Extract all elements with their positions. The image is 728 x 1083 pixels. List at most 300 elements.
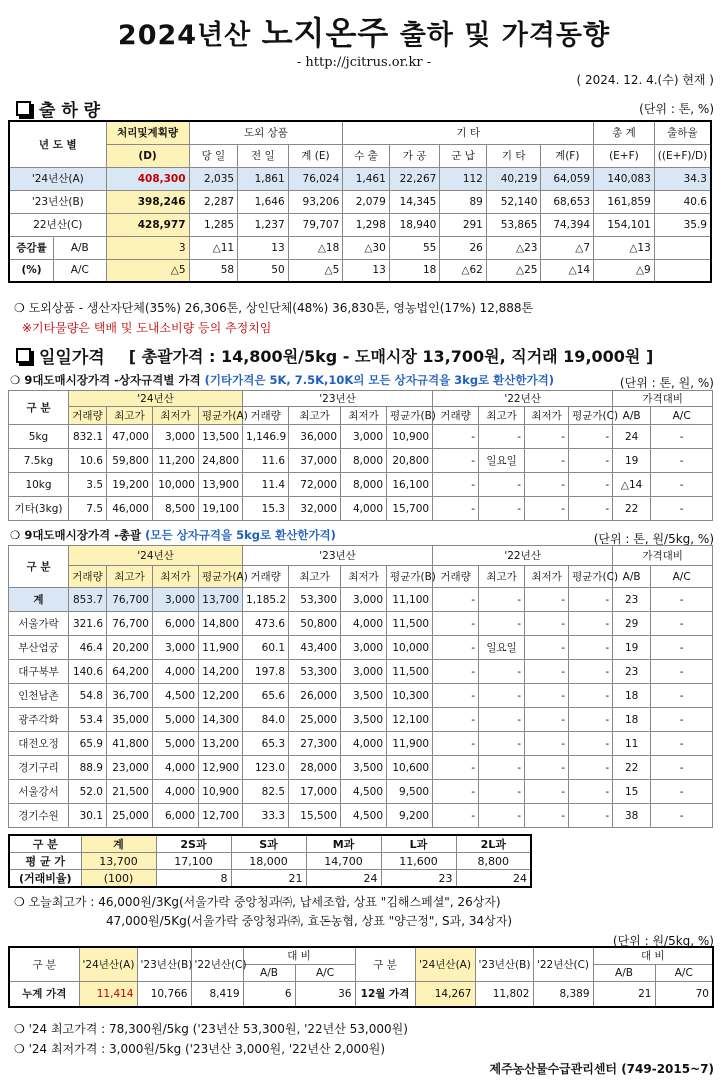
row-label: 기타(3kg): [9, 497, 69, 521]
report-date: ( 2024. 12. 4.(수) 현재 ): [576, 73, 714, 87]
cell-total: 161,859: [594, 190, 655, 213]
cell-value: -: [651, 612, 713, 636]
row-label: 5kg: [9, 425, 69, 449]
header-sum-f: 계(F): [541, 144, 594, 167]
cell-value: 19,200: [107, 473, 153, 497]
season-low-note: ❍ '24 최저가격 : 3,000원/5kg ('23년산 3,000원, '22년산 2,000원): [14, 1042, 386, 1056]
website-url[interactable]: - http://jcitrus.or.kr -: [296, 55, 432, 70]
cell-value: 12,700: [199, 804, 243, 828]
cell-value: -: [525, 449, 569, 473]
cell-value: -: [433, 780, 479, 804]
cumulative-price-table: [8, 946, 714, 1008]
cell-value: 5,000: [153, 732, 199, 756]
cell-plan: 3: [106, 236, 189, 259]
cell-value: 21: [593, 981, 655, 1007]
cell-value: 20,200: [107, 636, 153, 660]
cell-value: 15.3: [243, 497, 289, 521]
cell-value: 14,800: [199, 612, 243, 636]
grade-header: 계: [81, 835, 156, 853]
cell-value: 37,000: [289, 449, 341, 473]
cell-sumF: △14: [541, 259, 594, 282]
cell-value: 853.7: [69, 588, 107, 612]
row-label: 경기구리: [9, 756, 69, 780]
cell-value: 832.1: [69, 425, 107, 449]
header-ab: A/B: [593, 964, 655, 981]
grade-price: 13,700: [81, 853, 156, 870]
header-avg-a: 평균가(A): [199, 407, 243, 425]
cell-value: 84.0: [243, 708, 289, 732]
cell-etc: 40,219: [486, 167, 541, 190]
cell-prev: 1,861: [238, 167, 289, 190]
row-label: '24년산(A): [9, 167, 106, 190]
page-title: [0, 8, 728, 54]
cell-sumE: △18: [288, 236, 343, 259]
cell-value: -: [479, 780, 525, 804]
cell-military: 89: [440, 190, 487, 213]
cell-value: -: [651, 780, 713, 804]
cell-value: 15,700: [387, 497, 433, 521]
cell-value: 1,185.2: [243, 588, 289, 612]
row-label: 7.5kg: [9, 449, 69, 473]
cell-value: -: [525, 780, 569, 804]
cell-value: -: [433, 636, 479, 660]
cell-value: 8,000: [341, 449, 387, 473]
grade-price-table: [8, 834, 532, 888]
header-y22: '22년산(C): [191, 947, 243, 981]
header-total: 총 계: [594, 121, 655, 144]
table2-title: [10, 527, 336, 543]
cell-value: -: [651, 756, 713, 780]
cell-value: -: [569, 684, 613, 708]
cell-value: 43,400: [289, 636, 341, 660]
cell-value: 11,900: [199, 636, 243, 660]
cell-value: 5,000: [153, 708, 199, 732]
header-vol: 거래량: [433, 566, 479, 588]
table4-unit: (단위 : 원/5kg, %): [612, 934, 714, 948]
cell-value: 22: [613, 497, 651, 521]
cell-value: 25,000: [107, 804, 153, 828]
cell-value: 3.5: [69, 473, 107, 497]
header-y24: '24년산(A): [415, 947, 475, 981]
header-outside: 도외 상품: [189, 121, 343, 144]
row-label: 서울강서: [9, 780, 69, 804]
cell-value: 4,500: [341, 804, 387, 828]
cell-value: -: [569, 588, 613, 612]
grade-price: 18,000: [231, 853, 306, 870]
header-cmp: 대 비: [243, 947, 355, 964]
season-high-note: ❍ '24 최고가격 : 78,300원/5kg ('23년산 53,300원, '22년산 53,000원): [14, 1022, 408, 1036]
grade-header: S과: [231, 835, 306, 853]
cell-value: 일요일: [479, 636, 525, 660]
cell-value: 72,000: [289, 473, 341, 497]
cell-prev: 13: [238, 236, 289, 259]
checkbox-icon: [16, 348, 31, 363]
section-title: 출 하 량: [39, 101, 101, 121]
cell-military: △62: [440, 259, 487, 282]
table2-title-text: ❍ 9대도매시장가격 -총괄: [10, 528, 142, 542]
cell-value: 26,000: [289, 684, 341, 708]
header-avg-b: 평균가(B): [387, 407, 433, 425]
cell-value: 3,000: [341, 660, 387, 684]
header-y23: '23년산: [243, 546, 433, 566]
grade-price: 8,800: [456, 853, 531, 870]
cell-etc: △25: [486, 259, 541, 282]
cell-value: 53,300: [289, 588, 341, 612]
row-label: 10kg: [9, 473, 69, 497]
grade-header: 2S과: [156, 835, 231, 853]
table1-title: [10, 372, 554, 388]
cell-value: 11,200: [153, 449, 199, 473]
cell-value: 15: [613, 780, 651, 804]
row-label: 12월 가격: [355, 981, 415, 1007]
today-high-note-1: ❍ 오늘최고가 : 46,000원/3Kg(서울가락 중앙청과㈜, 납세조합, 상표 "김해스페셜", 26상자): [14, 895, 501, 909]
cell-value: -: [525, 636, 569, 660]
cell-total: △13: [594, 236, 655, 259]
cell-value: 28,000: [289, 756, 341, 780]
header-min: 최저가: [153, 407, 199, 425]
cell-value: 4,000: [341, 497, 387, 521]
table1-title-text: ❍ 9대도매시장가격 -상자규격별 가격: [10, 373, 201, 387]
cell-value: 19: [613, 636, 651, 660]
cell-value: 13,900: [199, 473, 243, 497]
header-cmp: 가격대비: [613, 391, 713, 407]
header-sum-e: 계 (E): [288, 144, 343, 167]
cell-export: △30: [343, 236, 390, 259]
cell-value: -: [569, 804, 613, 828]
row-label: 대구북부: [9, 660, 69, 684]
header-gubun: 구 분: [355, 947, 415, 981]
header-vol: 거래량: [69, 566, 107, 588]
cell-plan: △5: [106, 259, 189, 282]
header-vol: 거래량: [433, 407, 479, 425]
cell-value: 4,500: [341, 780, 387, 804]
table2-note: (모든 상자규격을 5kg로 환산한가격): [145, 528, 336, 542]
row-label: A/B: [54, 236, 107, 259]
row-label: 인천남촌: [9, 684, 69, 708]
cell-value: 23: [613, 588, 651, 612]
cell-ratio: 40.6: [654, 190, 711, 213]
header-ratio: 출하율: [654, 121, 711, 144]
cell-value: -: [433, 473, 479, 497]
header-max: 최고가: [289, 407, 341, 425]
cell-value: 4,500: [153, 684, 199, 708]
cell-value: 11.6: [243, 449, 289, 473]
cell-sumE: 76,024: [288, 167, 343, 190]
cell-value: -: [433, 497, 479, 521]
cell-value: -: [525, 732, 569, 756]
table-row: [9, 473, 713, 497]
cell-value: -: [525, 612, 569, 636]
cell-value: 일요일: [479, 449, 525, 473]
header-avg-a: 평균가(A): [199, 566, 243, 588]
cell-value: 32,000: [289, 497, 341, 521]
cell-value: 13,700: [199, 588, 243, 612]
cell-value: 27,300: [289, 732, 341, 756]
grade-ratio: 8: [156, 870, 231, 888]
cell-value: 36,700: [107, 684, 153, 708]
cell-value: 12,900: [199, 756, 243, 780]
grade-header: 2L과: [456, 835, 531, 853]
cell-value: -: [479, 425, 525, 449]
cell-value: 7.5: [69, 497, 107, 521]
cell-value: 4,000: [153, 756, 199, 780]
cell-value: 11,802: [475, 981, 533, 1007]
cell-value: 6,000: [153, 804, 199, 828]
cell-value: 1,146.9: [243, 425, 289, 449]
cell-value: 11,500: [387, 612, 433, 636]
header-plan-sub: (D): [106, 144, 189, 167]
cell-value: 52.0: [69, 780, 107, 804]
cell-value: 140.6: [69, 660, 107, 684]
cell-value: -: [651, 636, 713, 660]
cell-value: 8,389: [533, 981, 593, 1007]
table-row: [9, 804, 713, 828]
cell-value: -: [479, 732, 525, 756]
header-max: 최고가: [479, 566, 525, 588]
cell-value: -: [479, 497, 525, 521]
cell-value: 18: [613, 708, 651, 732]
cell-value: 20,800: [387, 449, 433, 473]
cell-value: -: [525, 473, 569, 497]
cell-value: 6,000: [153, 612, 199, 636]
header-year: 년 도 별: [9, 121, 106, 167]
cell-value: 3,000: [153, 425, 199, 449]
table2-unit: (단위 : 톤, 원/5kg, %): [593, 532, 714, 546]
header-ac: A/C: [655, 964, 713, 981]
row-label: 누계 가격: [9, 981, 79, 1007]
cell-value: 38: [613, 804, 651, 828]
cell-value: -: [525, 588, 569, 612]
cell-value: 18: [613, 684, 651, 708]
header-plan: 처리및계획량: [106, 121, 189, 144]
cell-value: 3,500: [341, 708, 387, 732]
cell-value: 82.5: [243, 780, 289, 804]
cell-value: 17,000: [289, 780, 341, 804]
cell-value: 65.9: [69, 732, 107, 756]
cell-value: 8,500: [153, 497, 199, 521]
table-row: [9, 190, 711, 213]
grade-ratio: 21: [231, 870, 306, 888]
cell-value: 46,000: [107, 497, 153, 521]
cell-value: -: [433, 756, 479, 780]
header-avg-b: 평균가(B): [387, 566, 433, 588]
cell-today: 1,285: [189, 213, 238, 236]
cell-value: -: [479, 588, 525, 612]
cell-today: 2,035: [189, 167, 238, 190]
cell-value: -: [569, 612, 613, 636]
cell-process: 18: [389, 259, 440, 282]
cell-value: 4,000: [153, 780, 199, 804]
cell-value: 9,200: [387, 804, 433, 828]
footer-center: 제주농산물수급관리센터 (749-2015~7): [489, 1062, 714, 1076]
cell-value: 8,000: [341, 473, 387, 497]
cell-value: 53,300: [289, 660, 341, 684]
grade-price: 11,600: [381, 853, 456, 870]
header-y23: '23년산: [243, 391, 433, 407]
cell-value: 10,766: [137, 981, 191, 1007]
row-label: 광주각화: [9, 708, 69, 732]
cell-value: -: [651, 497, 713, 521]
header-min: 최저가: [153, 566, 199, 588]
cell-value: -: [569, 425, 613, 449]
header-vol: 거래량: [243, 566, 289, 588]
header-gubun: 구 분: [9, 391, 69, 425]
cell-sumF: △7: [541, 236, 594, 259]
total-price-summary: [ 총괄가격 : 14,800원/5kg - 도매시장 13,700원, 직거래 19,000원 ]: [128, 347, 654, 366]
header-total-sub: (E+F): [594, 144, 655, 167]
cell-prev: 50: [238, 259, 289, 282]
table-row: [9, 612, 713, 636]
cell-value: 12,200: [199, 684, 243, 708]
today-high-note-2: 47,000원/5Kg(서울가락 중앙청과㈜, 효돈농협, 상표 "양근정", S과, 34상자): [106, 914, 513, 928]
checkbox-icon: [16, 101, 31, 116]
box-price-table: [8, 390, 713, 521]
header-ratio-sub: ((E+F)/D): [654, 144, 711, 167]
cell-value: 29: [613, 612, 651, 636]
header-max: 최고가: [107, 566, 153, 588]
cell-value: 22: [613, 756, 651, 780]
header-ac: A/C: [651, 566, 713, 588]
cell-value: 64,200: [107, 660, 153, 684]
cell-value: 14,200: [199, 660, 243, 684]
cell-sumE: 79,707: [288, 213, 343, 236]
cell-value: -: [651, 425, 713, 449]
header-gubun: 구 분: [9, 947, 79, 981]
cell-value: -: [433, 660, 479, 684]
cell-value: -: [479, 612, 525, 636]
title-suffix: 출하 및 가격동향: [399, 20, 611, 51]
cell-value: -: [433, 612, 479, 636]
cell-military: 291: [440, 213, 487, 236]
cell-value: 11: [613, 732, 651, 756]
cell-value: 3,000: [341, 425, 387, 449]
note-other: ※기타물량은 택배 및 도내소비량 등의 추정치임: [22, 321, 272, 335]
cell-value: -: [479, 473, 525, 497]
grade-header: L과: [381, 835, 456, 853]
cell-value: -: [651, 588, 713, 612]
table-row: [9, 497, 713, 521]
header-military: 군 납: [440, 144, 487, 167]
header-prev: 전 일: [238, 144, 289, 167]
cell-value: 14,300: [199, 708, 243, 732]
cell-value: -: [525, 756, 569, 780]
cell-sumF: 68,653: [541, 190, 594, 213]
cell-ratio: [654, 236, 711, 259]
row-label: 22년산(C): [9, 213, 106, 236]
cell-value: 30.1: [69, 804, 107, 828]
cell-value: 19,100: [199, 497, 243, 521]
header-max: 최고가: [479, 407, 525, 425]
table1-unit: (단위 : 톤, 원, %): [619, 376, 714, 390]
cell-value: 6: [243, 981, 295, 1007]
cell-value: 473.6: [243, 612, 289, 636]
cell-military: 112: [440, 167, 487, 190]
header-ac: A/C: [651, 407, 713, 425]
cell-value: 25,000: [289, 708, 341, 732]
cell-value: 3,000: [153, 636, 199, 660]
header-ab: A/B: [243, 964, 295, 981]
cell-plan: 408,300: [106, 167, 189, 190]
cell-sumE: 93,206: [288, 190, 343, 213]
cell-value: 321.6: [69, 612, 107, 636]
cell-value: -: [525, 804, 569, 828]
header-avg-c: 평균가(C): [569, 566, 613, 588]
header-avg-c: 평균가(C): [569, 407, 613, 425]
cell-value: 10,600: [387, 756, 433, 780]
cell-value: 9,500: [387, 780, 433, 804]
market-price-table: [8, 545, 713, 828]
row-label: '23년산(B): [9, 190, 106, 213]
header-y23: '23년산(B): [475, 947, 533, 981]
cell-value: -: [525, 425, 569, 449]
header-min: 최저가: [341, 407, 387, 425]
cell-value: 16,100: [387, 473, 433, 497]
table-row: [9, 449, 713, 473]
cell-value: 197.8: [243, 660, 289, 684]
cell-value: 36,000: [289, 425, 341, 449]
cell-today: 2,287: [189, 190, 238, 213]
cell-value: -: [651, 473, 713, 497]
cell-value: 13,500: [199, 425, 243, 449]
table-row: [9, 756, 713, 780]
grade-price: 14,700: [306, 853, 381, 870]
cell-plan: 398,246: [106, 190, 189, 213]
header-vol: 거래량: [69, 407, 107, 425]
cell-value: 10,900: [199, 780, 243, 804]
header-y22: '22년산: [433, 391, 613, 407]
table-row: [9, 660, 713, 684]
header-min: 최저가: [341, 566, 387, 588]
cell-value: 4,000: [153, 660, 199, 684]
header-y22: '22년산(C): [533, 947, 593, 981]
cell-value: 11,414: [79, 981, 137, 1007]
cell-value: 47,000: [107, 425, 153, 449]
header-process: 가 공: [389, 144, 440, 167]
cell-value: 65.3: [243, 732, 289, 756]
cell-value: -: [479, 684, 525, 708]
row-label: 대전오정: [9, 732, 69, 756]
table-row: [9, 732, 713, 756]
table-row: [9, 213, 711, 236]
row-group-label: (%): [9, 259, 54, 282]
header-ac: A/C: [295, 964, 355, 981]
table-row: [9, 236, 711, 259]
cell-value: 4,000: [341, 732, 387, 756]
cell-ratio: 35.9: [654, 213, 711, 236]
cell-value: -: [651, 660, 713, 684]
cell-value: -: [433, 804, 479, 828]
cell-value: -: [651, 708, 713, 732]
cell-value: 23,000: [107, 756, 153, 780]
cell-value: 10,000: [153, 473, 199, 497]
cell-process: 55: [389, 236, 440, 259]
section-shipment-heading: [16, 96, 100, 121]
cell-value: -: [479, 708, 525, 732]
cell-value: 12,100: [387, 708, 433, 732]
cell-prev: 1,646: [238, 190, 289, 213]
header-max: 최고가: [289, 566, 341, 588]
cell-value: -: [569, 473, 613, 497]
cell-value: 123.0: [243, 756, 289, 780]
row-label: A/C: [54, 259, 107, 282]
cell-value: 59,800: [107, 449, 153, 473]
cell-value: 14,267: [415, 981, 475, 1007]
cell-value: 23: [613, 660, 651, 684]
grade-ratio: 23: [381, 870, 456, 888]
cell-value: -: [433, 708, 479, 732]
row-label: 계: [9, 588, 69, 612]
header-cmp: 대 비: [593, 947, 713, 964]
